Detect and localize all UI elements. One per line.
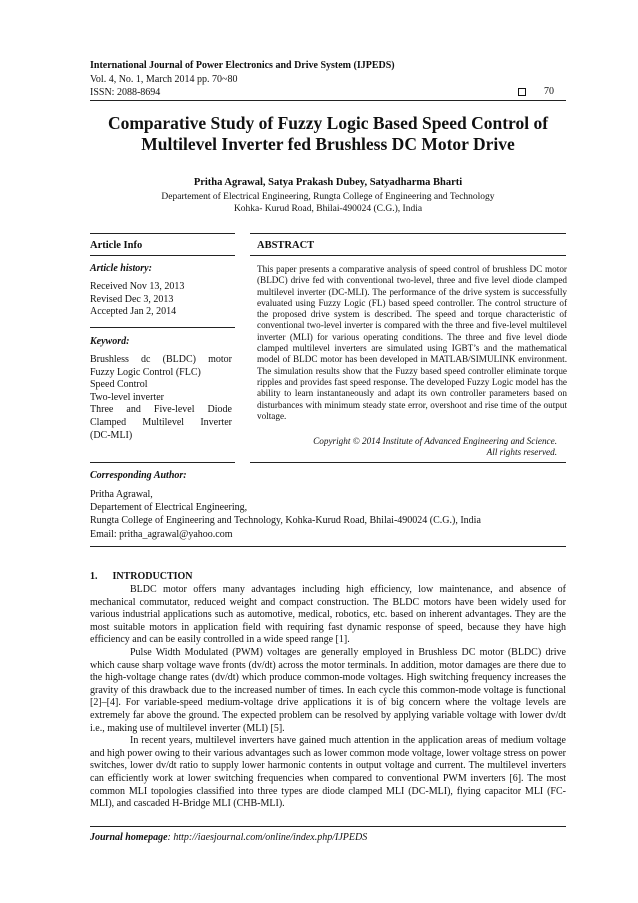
paper-affiliation — [90, 191, 566, 215]
introduction-paragraph: BLDC motor offers many advantages including high efficiency, low maintenance, and absence of mechanical commutator, reduced weight and compact construction. The BLDC motors have been widely used for various industrial applications such as automotive, medical, robotics, etc. based on inherent advantages. They are the most suitable motors in application field with requiring fast dynamic response of speed, because they have high efficiency and can be easily controlled in a wide speed range [1]. — [90, 584, 566, 646]
paper-title-line: Multilevel Inverter fed Brushless DC Motor Drive — [141, 134, 515, 154]
received-date: Received Nov 13, 2013 — [90, 281, 185, 292]
paper-title — [90, 113, 566, 155]
footer-rule — [90, 826, 566, 827]
abstract-text: This paper presents a comparative analysis of speed control of brushless DC motor (BLDC) drive fed with conventional two-level, three and five level diode clamped multilevel inverter (DC-MLI). The performance of the drive system is successfully evaluated using Fuzzy Logic (FL) based speed controller. The control structure of the proposed drive system is described. The speed and torque characteristic of conventional two-level inverter is compared with the three and five-level multilevel inverter (MLI) for various operating conditions. The three and five level diode clamped multilevel inverters are simulated using IGBT’s and the mathematical model of BLDC motor has been developed in MATLAB/SIMULINK environment. The simulation results show that the Fuzzy based speed controller eliminate torque ripples and provides fast speed response. The developed Fuzzy Logic model has the ability to learn instantaneously and adapt its own controller parameters based on disturbances with minimum steady state error, overshoot and rise time of the output voltage. — [257, 264, 567, 421]
author-email: Email: pritha_agrawal@yahoo.com — [90, 528, 233, 540]
article-info-heading: Article Info — [90, 240, 143, 251]
introduction-body — [90, 584, 566, 811]
keyword-item: Speed Control — [90, 379, 148, 391]
paper-authors: Pritha Agrawal, Satya Prakash Dubey, Satyadharma Bharti — [193, 177, 463, 188]
keyword-divider — [90, 327, 235, 328]
author-department: Departement of Electrical Engineering, — [90, 502, 248, 514]
article-info-bottom-rule — [90, 462, 235, 463]
square-box-icon — [518, 88, 526, 96]
journal-issn: ISSN: 2088-8694 — [90, 87, 161, 98]
introduction-heading: 1. INTRODUCTION — [90, 571, 193, 582]
article-info-divider — [90, 255, 235, 256]
revised-date: Revised Dec 3, 2013 — [90, 293, 174, 305]
page-number-block — [518, 86, 554, 97]
abstract-top-rule — [250, 233, 566, 234]
page-number: 70 — [544, 86, 554, 97]
abstract-divider — [250, 255, 566, 256]
introduction-paragraph: Pulse Width Modulated (PWM) voltages are generally employed in Brushless DC motor (BLDC) drive which cause sharp voltage wave fronts (dv/dt) across the motor terminals. In addition, motor damages are there due to the high-voltage change rates (dv/dt) which produce common-mode voltages. High switching frequency increases the gravity of this drawback due to the increased number of times. In each cycle this common-mode voltage is functional [2]–[4]. For variable-speed medium-voltage drive applications it is of big concern where the voltage levels are extremely far above the ground. The expected problem can be resolved by applying variable voltage with lower dv/dt i.e., making use of multilevel inverter (MLI) [5]. — [90, 646, 566, 734]
abstract-heading: ABSTRACT — [257, 240, 315, 251]
author-name: Pritha Agrawal, — [90, 489, 153, 500]
corresponding-author-heading: Corresponding Author: — [90, 470, 187, 481]
keyword-item: (DC-MLI) — [90, 429, 133, 441]
paper-title-line: Comparative Study of Fuzzy Logic Based Speed Control of — [107, 113, 549, 133]
article-history-heading: Article history: — [90, 263, 152, 274]
copyright-line: All rights reserved. — [486, 447, 557, 458]
keyword-item: Brushless dc (BLDC) motor — [90, 354, 232, 365]
article-history — [90, 281, 184, 319]
affiliation-line: Kohka- Kurud Road, Bhilai-490024 (C.G.), India — [233, 204, 423, 214]
abstract-bottom-rule — [250, 462, 566, 463]
journal-volume: Vol. 4, No. 1, March 2014 pp. 70~80 — [90, 74, 238, 85]
corresponding-author-details — [90, 488, 481, 541]
article-info-top-rule — [90, 233, 235, 234]
homepage-url[interactable]: : http://iaesjournal.com/online/index.php/IJPEDS — [167, 832, 368, 843]
author-address: Rungta College of Engineering and Technology, Kohka-Kurud Road, Bhilai-490024 (C.G.), India — [90, 515, 481, 527]
keyword-item: Clamped Multilevel Inverter — [90, 416, 232, 428]
copyright-line: Copyright © 2014 Institute of Advanced Engineering and Science. — [313, 436, 557, 446]
keyword-list — [90, 354, 232, 442]
copyright-notice — [257, 436, 557, 459]
journal-name: International Journal of Power Electronics and Drive System (IJPEDS) — [90, 60, 395, 71]
corresponding-bottom-rule — [90, 546, 566, 547]
keyword-item: Two-level inverter — [90, 391, 164, 403]
affiliation-line: Departement of Electrical Engineering, Rungta College of Engineering and Technology — [161, 192, 495, 202]
keyword-item: Three and Five-level Diode — [90, 404, 232, 416]
accepted-date: Accepted Jan 2, 2014 — [90, 306, 177, 318]
keyword-item: Fuzzy Logic Control (FLC) — [90, 366, 201, 378]
introduction-paragraph: In recent years, multilevel inverters have gained much attention in the application areas of medium voltage and high power owing to their various advantages such as lower common mode voltage, lower voltage stress on power switches, lower dv/dt ratio to supply lower harmonic contents in output voltage and current. The multilevel inverters can efficiently work at lower switching frequencies when compared to conventional PWM inverters [6]. The most common MLI topologies classified into three types are diode clamped MLI (DC-MLI), flying capacitor MLI (FC-MLI), and cascaded H-Bridge MLI (CHB-MLI). — [90, 735, 566, 810]
keyword-heading: Keyword: — [90, 336, 130, 347]
journal-homepage — [90, 832, 367, 843]
header-rule — [90, 100, 566, 101]
homepage-label: Journal homepage — [90, 832, 168, 843]
